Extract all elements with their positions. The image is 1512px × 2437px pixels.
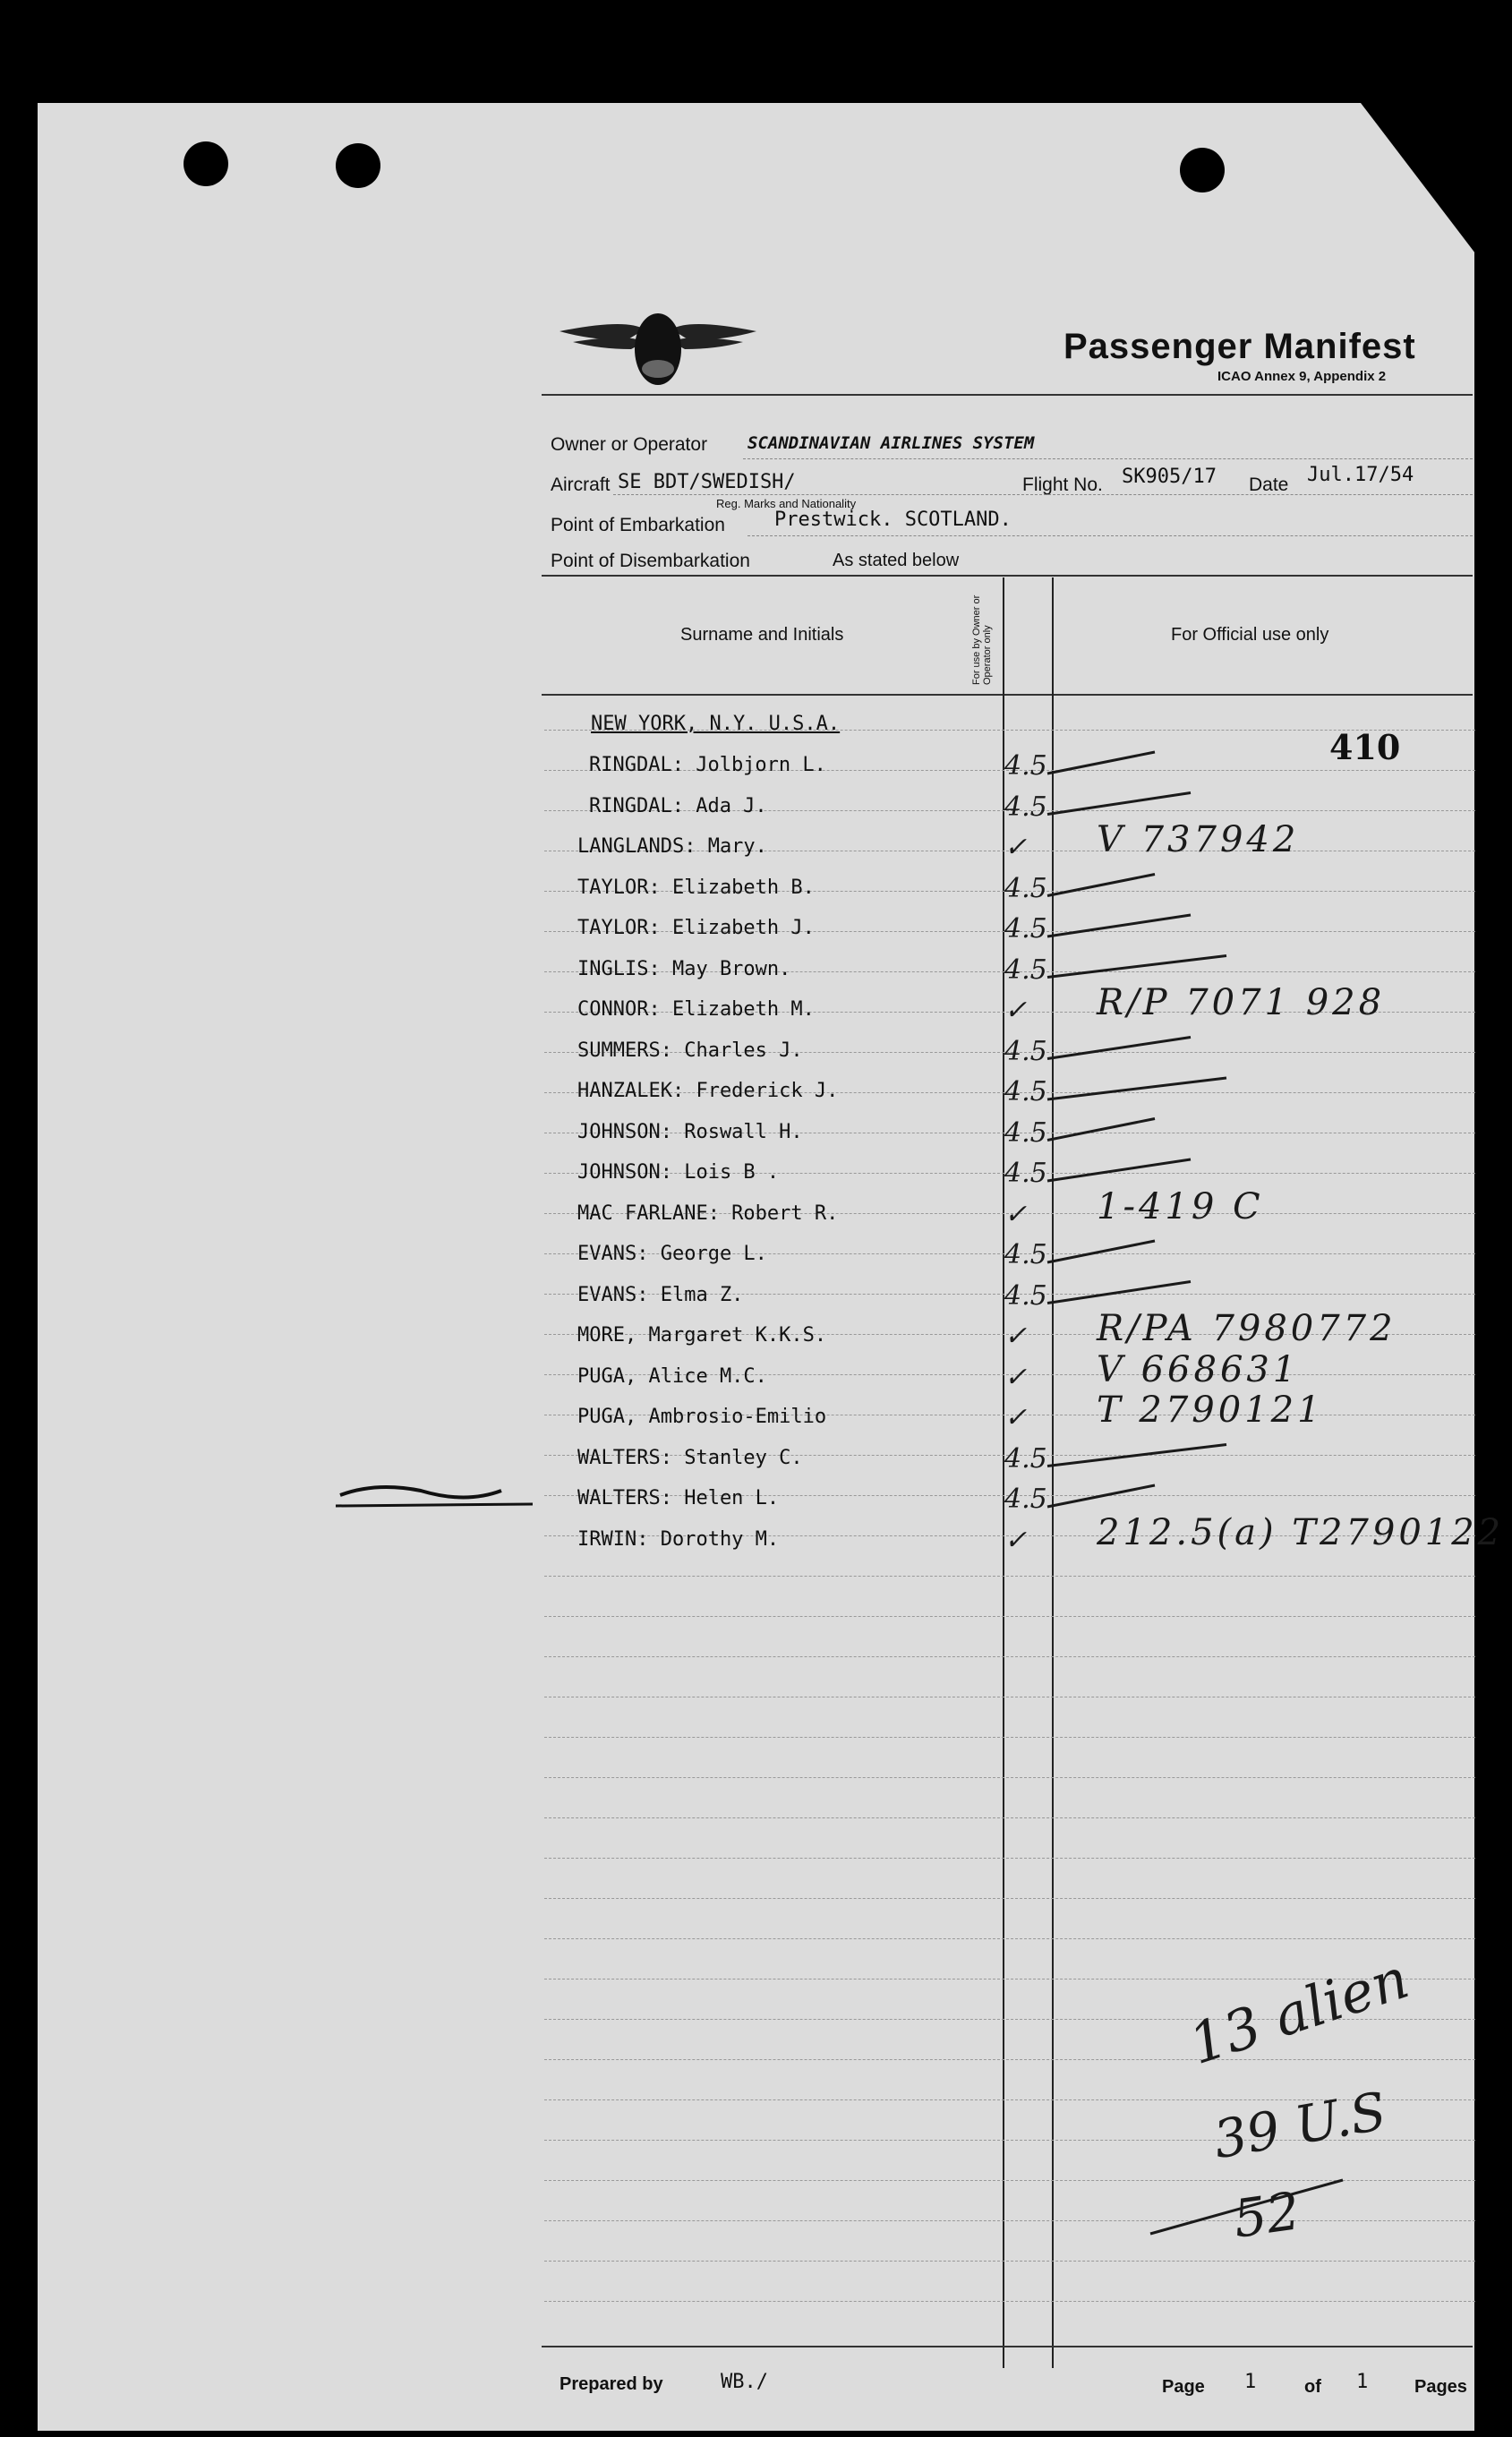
page-number: 1 <box>1244 2371 1257 2393</box>
passenger-name: HANZALEK: Frederick J. <box>577 1080 839 1102</box>
passenger-name: LANGLANDS: Mary. <box>577 835 767 858</box>
passenger-name: EVANS: Elma Z. <box>577 1283 744 1306</box>
operator-mark: ✓ <box>1004 995 1028 1026</box>
check-stroke <box>1047 1241 1155 1262</box>
operator-mark: 4.5 <box>1004 953 1047 986</box>
of-label: of <box>1304 2377 1321 2397</box>
page-subtitle: ICAO Annex 9, Appendix 2 <box>1217 369 1387 384</box>
reg-marks-note: Reg. Marks and Nationality <box>716 497 857 510</box>
embarkation-value: Prestwick. SCOTLAND. <box>774 509 1012 531</box>
date-value: Jul.17/54 <box>1307 464 1414 486</box>
passenger-name: TAYLOR: Elizabeth J. <box>577 917 815 939</box>
check-stroke <box>1047 1119 1155 1141</box>
official-annotation: 212.5(a) T2790122 <box>1097 1511 1505 1553</box>
total-aliens: 13 alien <box>1181 1945 1416 2078</box>
total-pages: 1 <box>1356 2371 1369 2393</box>
passenger-name: WALTERS: Helen L. <box>577 1487 780 1509</box>
prepared-by-value: WB./ <box>721 2371 768 2393</box>
official-annotation: T 2790121 <box>1097 1390 1324 1431</box>
passenger-name: RINGDAL: Ada J. <box>589 794 767 817</box>
passenger-name: MAC FARLANE: Robert R. <box>577 1201 839 1225</box>
check-stroke <box>1047 752 1155 774</box>
embarkation-label: Point of Embarkation <box>551 515 725 535</box>
official-annotation: V 668631 <box>1097 1348 1300 1390</box>
passenger-name: PUGA, Alice M.C. <box>577 1364 767 1388</box>
column-header-name: Surname and Initials <box>680 625 844 645</box>
passenger-name: EVANS: George L. <box>577 1243 767 1265</box>
operator-mark: ✓ <box>1004 1402 1028 1433</box>
passenger-name: MORE, Margaret K.K.S. <box>577 1324 827 1347</box>
operator-mark: ✓ <box>1004 1198 1028 1230</box>
operator-mark: 4.5 <box>1004 750 1047 782</box>
passenger-name: PUGA, Ambrosio-Emilio <box>577 1406 827 1428</box>
official-annotation: R/P 7071 928 <box>1097 982 1386 1023</box>
check-stroke <box>1047 875 1155 896</box>
disembarkation-label: Point of Disembarkation <box>551 551 750 571</box>
official-annotation: R/PA 7980772 <box>1097 1308 1397 1349</box>
check-stroke <box>1047 915 1191 936</box>
official-annotation: V 737942 <box>1097 819 1300 860</box>
aircraft-label: Aircraft <box>551 475 611 495</box>
total-us: 39 U.S <box>1209 2080 1391 2171</box>
passenger-name: JOHNSON: Lois B . <box>577 1161 780 1184</box>
operator-mark: ✓ <box>1004 1361 1028 1393</box>
passenger-name: WALTERS: Stanley C. <box>577 1446 803 1469</box>
column-header-owner-use: For use by Owner or Operator only <box>971 594 993 685</box>
check-stroke <box>1047 793 1191 815</box>
disembarkation-value: As stated below <box>833 551 960 570</box>
page-title: Passenger Manifest <box>1064 327 1416 366</box>
owner-label: Owner or Operator <box>551 434 708 455</box>
operator-mark: 4.5 <box>1004 1239 1047 1270</box>
check-stroke <box>1047 1078 1226 1099</box>
flight-label: Flight No. <box>1022 475 1103 495</box>
operator-mark: 4.5 <box>1004 1484 1047 1515</box>
page-label: Page <box>1162 2377 1205 2397</box>
passenger-name: SUMMERS: Charles J. <box>577 1039 803 1062</box>
date-label: Date <box>1249 475 1289 495</box>
total-passengers: 52 <box>1229 2180 1304 2250</box>
check-stroke <box>1047 1485 1155 1507</box>
stamp-number: 410 <box>1329 727 1401 767</box>
operator-mark: 4.5 <box>1004 913 1047 945</box>
official-annotation: 1-419 C <box>1097 1185 1264 1227</box>
operator-mark: 4.5 <box>1004 1116 1047 1149</box>
passenger-name: TAYLOR: Elizabeth B. <box>577 876 815 899</box>
passenger-name: JOHNSON: Roswall H. <box>577 1120 803 1143</box>
operator-mark: 4.5 <box>1004 791 1047 823</box>
destination-heading: NEW YORK, N.Y. U.S.A. <box>591 713 841 735</box>
owner-value: SCANDINAVIAN AIRLINES SYSTEM <box>747 433 1035 453</box>
passenger-name: INGLIS: May Brown. <box>577 957 791 980</box>
operator-mark: ✓ <box>1004 1524 1028 1556</box>
check-stroke <box>1047 956 1226 978</box>
operator-mark: 4.5 <box>1004 1035 1047 1067</box>
operator-mark: 4.5 <box>1004 1442 1047 1475</box>
pages-label: Pages <box>1414 2377 1467 2397</box>
operator-mark: ✓ <box>1004 832 1028 863</box>
operator-mark: ✓ <box>1004 1321 1028 1352</box>
prepared-by-label: Prepared by <box>560 2374 663 2394</box>
check-stroke <box>1047 1282 1191 1304</box>
passenger-name: RINGDAL: Jolbjorn L. <box>589 754 826 776</box>
operator-mark: 4.5 <box>1004 1076 1047 1107</box>
flight-value: SK905/17 <box>1122 466 1217 488</box>
column-header-official: For Official use only <box>1171 625 1329 645</box>
operator-mark: 4.5 <box>1004 872 1047 904</box>
operator-mark: 4.5 <box>1004 1158 1047 1189</box>
check-stroke <box>1047 1038 1191 1059</box>
aircraft-value: SE BDT/SWEDISH/ <box>618 471 796 493</box>
operator-mark: 4.5 <box>1004 1279 1047 1312</box>
check-stroke <box>1047 1159 1191 1181</box>
passenger-name: IRWIN: Dorothy M. <box>577 1527 780 1551</box>
passenger-name: CONNOR: Elizabeth M. <box>577 998 815 1021</box>
check-stroke <box>1047 1445 1226 1466</box>
